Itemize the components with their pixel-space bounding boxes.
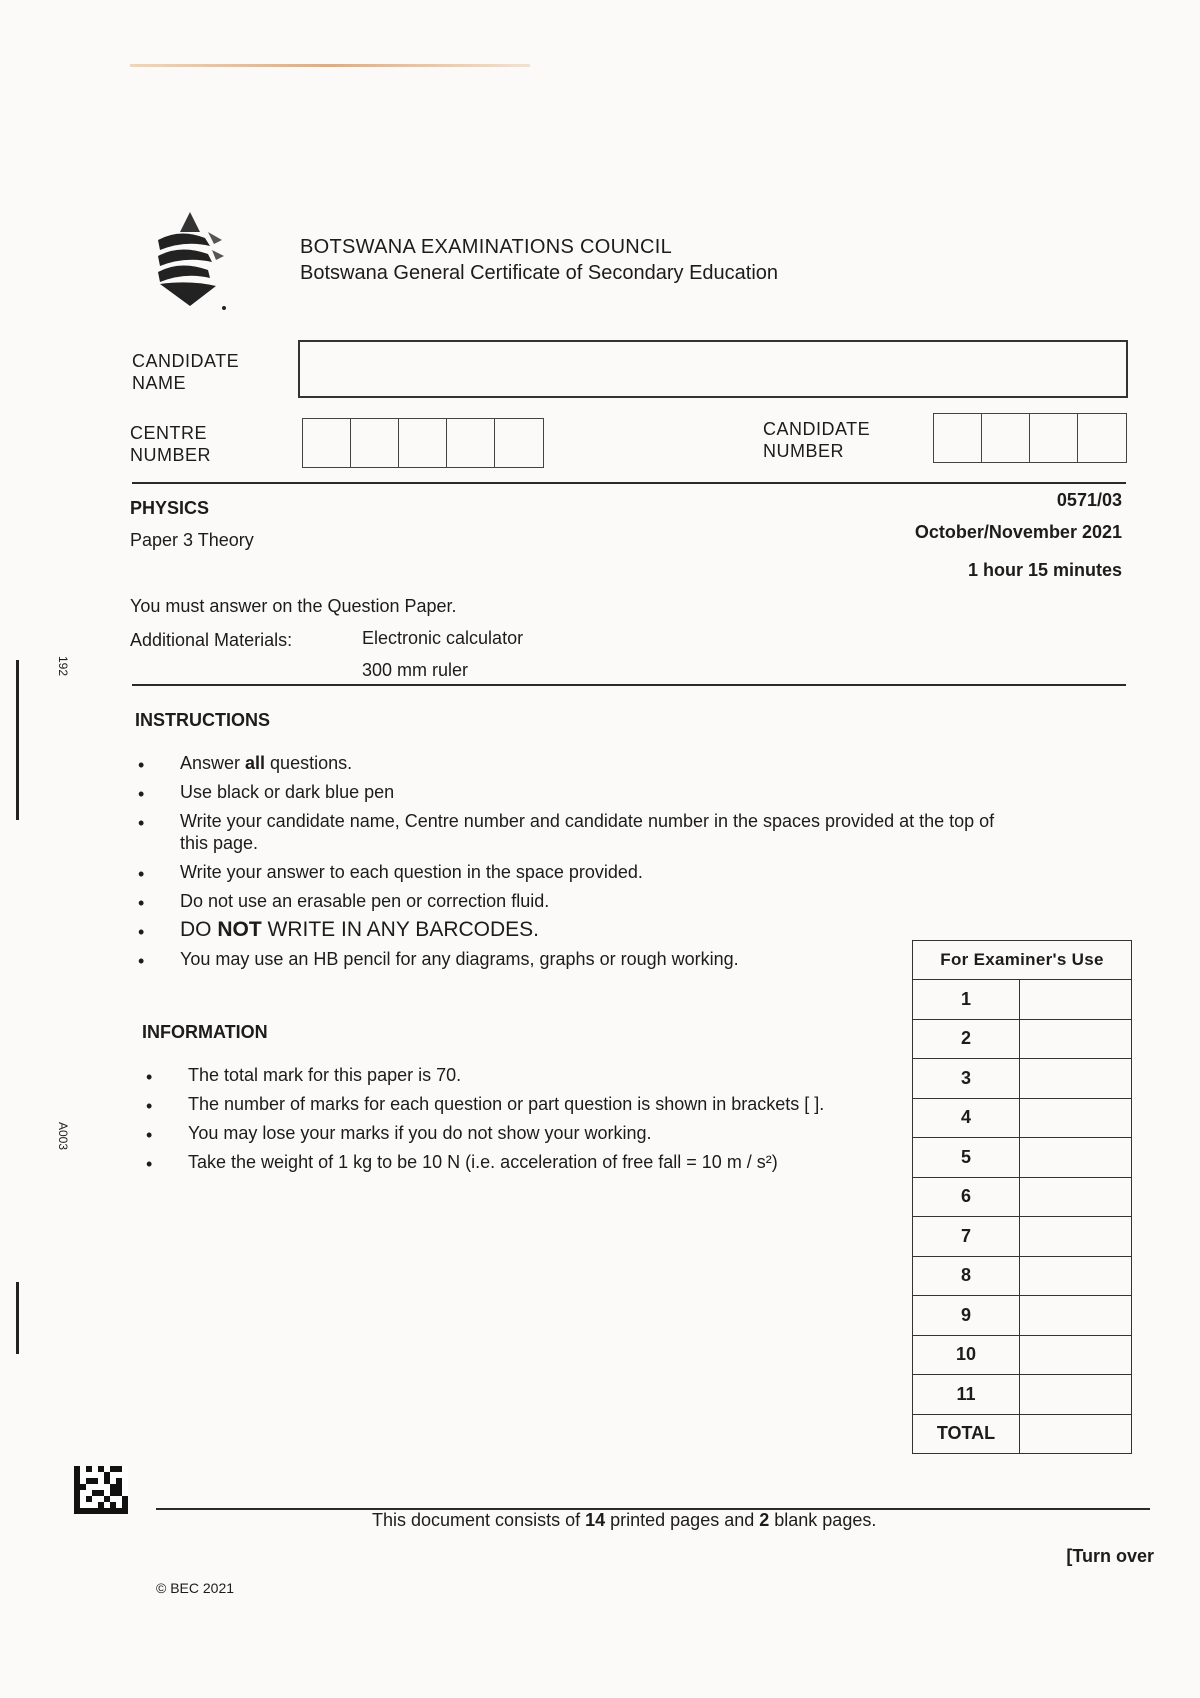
- table-row: [913, 1019, 1132, 1059]
- information-list: [146, 1064, 906, 1180]
- certificate-title: Botswana General Certificate of Secondary Education: [300, 262, 779, 284]
- exam-session: October/November 2021: [914, 522, 1122, 542]
- top-decorative-rule: [130, 64, 530, 67]
- margin-code-bottom: A003: [56, 1122, 70, 1151]
- information-item: • The number of marks for each question or part question is shown in brackets [ ].: [146, 1093, 906, 1115]
- mark-cell: [1020, 1098, 1132, 1138]
- information-item: • You may lose your marks if you do not show your working.: [146, 1122, 906, 1144]
- exam-duration: 1 hour 15 minutes: [967, 560, 1122, 580]
- question-number: 9: [913, 1296, 1020, 1336]
- table-row: [913, 1138, 1132, 1178]
- table-row: [913, 1375, 1132, 1415]
- paper-name: Paper 3 Theory: [130, 530, 254, 550]
- table-row: [913, 1098, 1132, 1138]
- centre-number-field[interactable]: [302, 418, 544, 468]
- instruction-item: • Use black or dark blue pen: [138, 781, 1018, 803]
- total-label: TOTAL: [913, 1414, 1020, 1454]
- bec-logo-icon: [150, 210, 230, 310]
- table-row: [913, 1256, 1132, 1296]
- divider: [132, 684, 1126, 686]
- question-number: 3: [913, 1059, 1020, 1099]
- table-row: [913, 1217, 1132, 1257]
- instructions-list: [138, 752, 1018, 977]
- instruction-item: • Write your answer to each question in the space provided.: [138, 861, 1018, 883]
- instruction-item: • Write your candidate name, Centre number and candidate number in the spaces provided at the top of this page.: [138, 810, 1018, 854]
- mark-cell: [1020, 1138, 1132, 1178]
- question-number: 8: [913, 1256, 1020, 1296]
- candidate-name-field[interactable]: [298, 340, 1128, 398]
- table-row: [913, 1414, 1132, 1454]
- total-cell: [1020, 1414, 1132, 1454]
- information-item: • The total mark for this paper is 70.: [146, 1064, 906, 1086]
- question-number: 11: [913, 1375, 1020, 1415]
- subject-title: PHYSICS: [130, 498, 210, 518]
- question-number: 7: [913, 1217, 1020, 1257]
- table-row: [913, 980, 1132, 1020]
- mark-cell: [1020, 1256, 1132, 1296]
- divider: [132, 482, 1126, 484]
- materials-label: Additional Materials:: [130, 630, 293, 650]
- information-item: • Take the weight of 1 kg to be 10 N (i.e. acceleration of free fall = 10 m / s²): [146, 1151, 906, 1173]
- question-number: 2: [913, 1019, 1020, 1059]
- table-row: [913, 1177, 1132, 1217]
- instruction-item: • DO NOT WRITE IN ANY BARCODES.: [138, 919, 1018, 941]
- instruction-item: • You may use an HB pencil for any diagrams, graphs or rough working.: [138, 948, 1018, 970]
- pages-note: This document consists of 14 printed pages and 2 blank pages.: [372, 1510, 877, 1530]
- material-item: 300 mm ruler: [362, 660, 469, 680]
- mark-cell: [1020, 1217, 1132, 1257]
- answer-note: You must answer on the Question Paper.: [130, 596, 457, 616]
- information-heading: INFORMATION: [142, 1022, 268, 1042]
- candidate-number-label: CANDIDATE NUMBER: [763, 419, 871, 461]
- table-row: [913, 1059, 1132, 1099]
- copyright: © BEC 2021: [156, 1580, 235, 1596]
- instruction-item: • Do not use an erasable pen or correction fluid.: [138, 890, 1018, 912]
- paper-code: 0571/03: [1056, 490, 1122, 510]
- examiner-use-table: [912, 940, 1132, 1454]
- barcode-icon: [74, 1466, 128, 1514]
- council-name: BOTSWANA EXAMINATIONS COUNCIL: [300, 236, 673, 258]
- material-item: Electronic calculator: [362, 628, 524, 648]
- question-number: 1: [913, 980, 1020, 1020]
- turn-over-label: [Turn over: [1066, 1546, 1154, 1566]
- question-number: 4: [913, 1098, 1020, 1138]
- table-row: [913, 1296, 1132, 1336]
- examiner-table-heading: For Examiner's Use: [913, 941, 1132, 980]
- margin-code-top: 192: [56, 656, 70, 677]
- centre-number-label: CENTRE NUMBER: [130, 423, 212, 465]
- mark-cell: [1020, 1177, 1132, 1217]
- table-row: [913, 1335, 1132, 1375]
- mark-cell: [1020, 1335, 1132, 1375]
- candidate-number-field[interactable]: [933, 413, 1127, 463]
- mark-cell: [1020, 1296, 1132, 1336]
- mark-cell: [1020, 1375, 1132, 1415]
- mark-cell: [1020, 980, 1132, 1020]
- mark-cell: [1020, 1059, 1132, 1099]
- margin-bar: [16, 1282, 19, 1354]
- margin-bar: [16, 660, 19, 820]
- candidate-name-label: CANDIDATE NAME: [132, 351, 240, 393]
- question-number: 10: [913, 1335, 1020, 1375]
- instruction-item: • Answer all questions.: [138, 752, 1018, 774]
- question-number: 6: [913, 1177, 1020, 1217]
- instructions-heading: INSTRUCTIONS: [135, 710, 270, 730]
- question-number: 5: [913, 1138, 1020, 1178]
- mark-cell: [1020, 1019, 1132, 1059]
